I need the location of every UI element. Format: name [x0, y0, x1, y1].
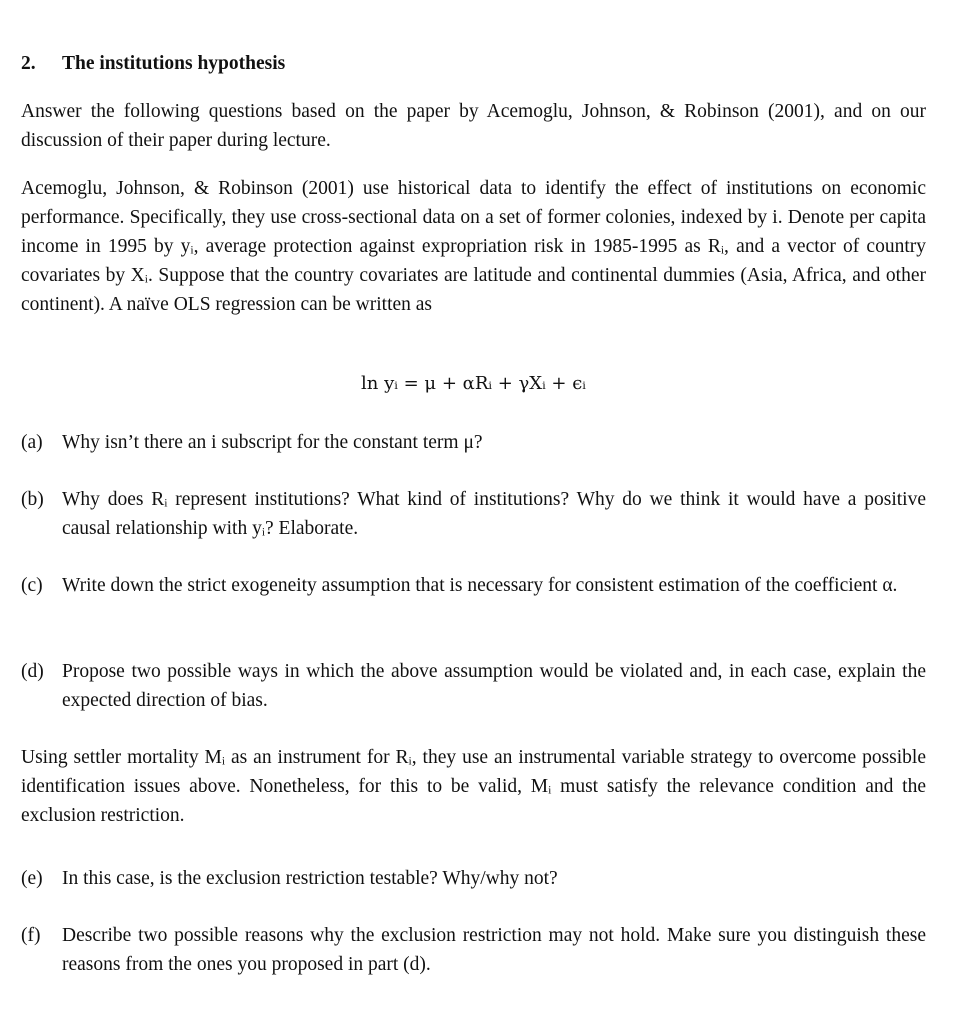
section-heading	[21, 49, 285, 78]
question-f	[21, 921, 926, 979]
question-text: Propose two possible ways in which the above assumption would be violated and, in each case, explain the expected direction of bias.	[62, 661, 926, 711]
question-label: (c)	[21, 575, 43, 596]
question-label: (d)	[21, 661, 44, 682]
question-label: (b)	[21, 489, 44, 510]
question-label: (e)	[21, 868, 43, 889]
question-text: Why isn’t there an i subscript for the constant term μ?	[62, 432, 483, 453]
question-text: Describe two possible reasons why the exclusion restriction may not hold. Make sure you distinguish these reasons from the ones you proposed in part (d).	[62, 925, 926, 975]
question-label: (a)	[21, 432, 43, 453]
question-a	[21, 428, 926, 457]
question-text: Write down the strict exogeneity assumption that is necessary for consistent estimation of the coefficient α.	[62, 575, 898, 596]
regression-equation: ln yᵢ = μ + αRᵢ + γXᵢ + ϵᵢ	[361, 373, 586, 394]
question-text: Why does Rᵢ represent institutions? What kind of institutions? Why do we think it would have a positive causal relationship with yᵢ? Elaborate.	[62, 489, 926, 539]
question-text: In this case, is the exclusion restriction testable? Why/why not?	[62, 868, 558, 889]
section-number: 2.	[21, 53, 36, 74]
question-d	[21, 657, 926, 715]
question-b	[21, 485, 926, 543]
question-c	[21, 571, 926, 600]
intro-paragraph: Answer the following questions based on the paper by Acemoglu, Johnson, & Robinson (2001), and on our discussion of their paper during lecture.	[21, 101, 926, 151]
question-e	[21, 864, 926, 893]
question-label: (f)	[21, 925, 41, 946]
section-title: The institutions hypothesis	[62, 53, 286, 74]
setup-paragraph: Acemoglu, Johnson, & Robinson (2001) use historical data to identify the effect of institutions on economic performance. Specifically, they use cross-sectional data on a set of former colonies, indexed by i. Denote per capita income in 1995 by yᵢ, average protection against expropriation risk in 1985-1995 as Rᵢ, and a vector of country covariates by Xᵢ. Suppose that the country covariates are latitude and continental dummies (Asia, Africa, and other continent). A naïve OLS regression can be written as	[21, 178, 926, 315]
iv-paragraph: Using settler mortality Mᵢ as an instrument for Rᵢ, they use an instrumental variable strategy to overcome possible identification issues above. Nonetheless, for this to be valid, Mᵢ must satisfy the relevance condition and the exclusion restriction.	[21, 747, 926, 826]
